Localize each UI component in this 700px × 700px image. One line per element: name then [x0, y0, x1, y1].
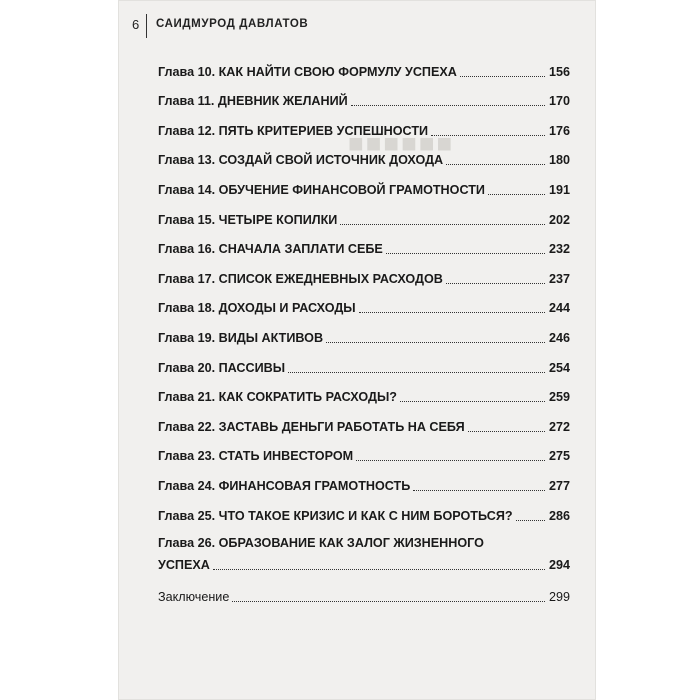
dot-leader: [288, 372, 545, 373]
toc-entry: [158, 50, 570, 80]
toc-entry-page: 299: [548, 589, 570, 604]
dot-leader: [400, 401, 545, 402]
toc-entry-page: 176: [548, 123, 570, 138]
toc-entry-page: 259: [548, 390, 570, 405]
toc-entry-page: 191: [548, 182, 570, 197]
dot-leader: [386, 253, 545, 254]
toc-entry-title: Глава 13. СОЗДАЙ СВОЙ ИСТОЧНИК ДОХОДА: [158, 153, 444, 168]
toc-entry: [158, 405, 570, 435]
toc-entry: [158, 109, 570, 139]
toc-entry: [158, 80, 570, 110]
dot-leader: [326, 342, 545, 343]
table-of-contents: [158, 50, 570, 605]
page-header: [118, 14, 596, 36]
toc-entry-page: 156: [548, 64, 570, 79]
toc-entry-title: Глава 12. ПЯТЬ КРИТЕРИЕВ УСПЕШНОСТИ: [158, 123, 429, 138]
toc-entry: [158, 198, 570, 228]
toc-entry: [158, 376, 570, 406]
toc-entry-title: Глава 14. ОБУЧЕНИЕ ФИНАНСОВОЙ ГРАМОТНОСТИ: [158, 182, 485, 197]
toc-entry-conclusion: [158, 573, 570, 605]
toc-entry-page: 286: [548, 508, 570, 523]
toc-entry-title: Глава 18. ДОХОДЫ И РАСХОДЫ: [158, 301, 356, 316]
toc-entry: [158, 435, 570, 465]
dot-leader: [460, 76, 545, 77]
dot-leader: [468, 431, 545, 432]
toc-entry: [158, 464, 570, 494]
toc-entry: [158, 494, 570, 524]
dot-leader: [446, 164, 545, 165]
toc-entry-title: Глава 22. ЗАСТАВЬ ДЕНЬГИ РАБОТАТЬ НА СЕБЯ: [158, 419, 465, 434]
book-page: [118, 0, 596, 700]
dot-leader: [356, 460, 545, 461]
toc-entry-page: 180: [548, 153, 570, 168]
toc-entry-line2: [158, 553, 570, 573]
dot-leader: [359, 312, 545, 313]
toc-entry-page: 246: [548, 330, 570, 345]
toc-entry-page: 275: [548, 449, 570, 464]
toc-entry-page: 232: [548, 242, 570, 257]
toc-entry-title: Глава 10. КАК НАЙТИ СВОЮ ФОРМУЛУ УСПЕХА: [158, 64, 457, 79]
dot-leader: [446, 283, 545, 284]
running-title: САИДМУРОД ДАВЛАТОВ: [156, 18, 309, 30]
toc-entry: [158, 346, 570, 376]
toc-entry-multiline: [158, 524, 570, 573]
toc-entry-page: 294: [548, 557, 570, 572]
toc-entry-page: 272: [548, 419, 570, 434]
toc-entry-page: 254: [548, 360, 570, 375]
show-through-decoration: ■■■■■■: [348, 128, 455, 158]
toc-entry: [158, 257, 570, 287]
toc-entry-title: Глава 20. ПАССИВЫ: [158, 360, 286, 375]
dot-leader: [351, 105, 545, 106]
toc-entry-title: Глава 11. ДНЕВНИК ЖЕЛАНИЙ: [158, 94, 348, 109]
toc-entry: [158, 168, 570, 198]
toc-entry-page: 244: [548, 301, 570, 316]
toc-entry-title: Глава 23. СТАТЬ ИНВЕСТОРОМ: [158, 449, 354, 464]
dot-leader: [232, 601, 545, 602]
page-number: 6: [132, 17, 140, 32]
dot-leader: [431, 135, 545, 136]
dot-leader: [488, 194, 545, 195]
toc-entry: [158, 139, 570, 169]
toc-entry-page: 170: [548, 94, 570, 109]
toc-entry: [158, 228, 570, 258]
toc-entry-title: Глава 19. ВИДЫ АКТИВОВ: [158, 330, 324, 345]
toc-entry-page: 237: [548, 271, 570, 286]
toc-entry-title: Глава 25. ЧТО ТАКОЕ КРИЗИС И КАК С НИМ БОРОТЬСЯ?: [158, 508, 513, 523]
toc-entry: [158, 316, 570, 346]
toc-entry-title: Глава 15. ЧЕТЫРЕ КОПИЛКИ: [158, 212, 338, 227]
dot-leader: [340, 224, 545, 225]
toc-entry-title-line2: УСПЕХА: [158, 557, 210, 572]
toc-entry-title: Глава 24. ФИНАНСОВАЯ ГРАМОТНОСТЬ: [158, 478, 411, 493]
toc-entry-title: Глава 21. КАК СОКРАТИТЬ РАСХОДЫ?: [158, 390, 397, 405]
toc-entry-title: Заключение: [158, 589, 230, 604]
toc-entry-title: Глава 17. СПИСОК ЕЖЕДНЕВНЫХ РАСХОДОВ: [158, 271, 443, 286]
dot-leader: [213, 569, 545, 570]
toc-entry: [158, 287, 570, 317]
toc-entry-page: 202: [548, 212, 570, 227]
toc-entry-title: Глава 16. СНАЧАЛА ЗАПЛАТИ СЕБЕ: [158, 242, 383, 257]
dot-leader: [413, 490, 545, 491]
toc-entry-page: 277: [548, 478, 570, 493]
toc-entry-title-line1: Глава 26. ОБРАЗОВАНИЕ КАК ЗАЛОГ ЖИЗНЕННОГО: [158, 535, 484, 550]
dot-leader: [516, 520, 545, 521]
header-divider: [146, 14, 147, 38]
